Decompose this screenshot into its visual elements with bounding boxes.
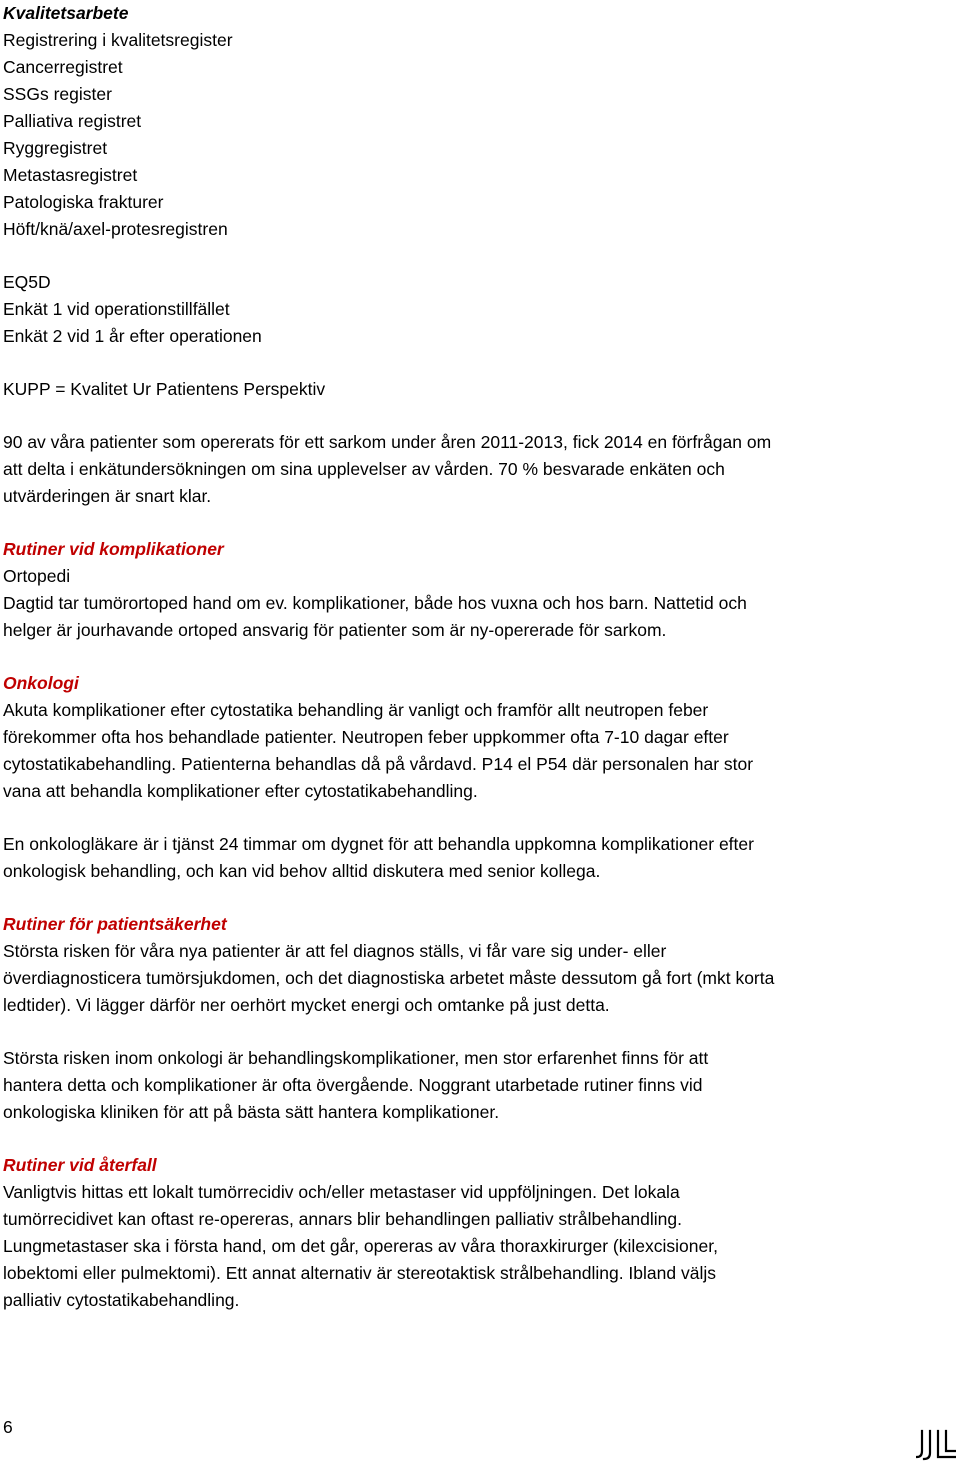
list-item: Palliativa registret xyxy=(3,111,142,131)
paragraph-line: Största risken för våra nya patienter är att fel diagnos ställs, vi får vare sig under- eller xyxy=(3,941,667,961)
section-heading-komplikationer: Rutiner vid komplikationer xyxy=(3,539,224,559)
survey-paragraph xyxy=(3,429,953,510)
paragraph-line: hantera detta och komplikationer är ofta övergående. Noggrant utarbetade rutiner finns vid xyxy=(3,1075,703,1095)
list-item: Cancerregistret xyxy=(3,57,123,77)
document-page xyxy=(3,0,953,1314)
paragraph-line: En onkologläkare är i tjänst 24 timmar om dygnet för att behandla uppkomna komplikationer efter xyxy=(3,834,754,854)
section-heading-kvalitetsarbete: Kvalitetsarbete xyxy=(3,3,129,23)
paragraph-line: Vanligtvis hittas ett lokalt tumörrecidiv och/eller metastaser vid uppföljningen. Det lokala xyxy=(3,1182,680,1202)
section-heading-onkologi: Onkologi xyxy=(3,673,79,693)
eq5d-title: EQ5D xyxy=(3,272,51,292)
paragraph-line: ledtider). Vi lägger därför ner oerhört mycket energi och omtanke på just detta. xyxy=(3,995,610,1015)
list-item: Enkät 2 vid 1 år efter operationen xyxy=(3,326,262,346)
paragraph-line: utvärderingen är snart klar. xyxy=(3,486,212,506)
page-number: 6 xyxy=(3,1417,13,1437)
paragraph-line: 90 av våra patienter som opererats för ett sarkom under åren 2011-2013, fick 2014 en förfrågan om xyxy=(3,432,772,452)
paragraph-line: överdiagnosticera tumörsjukdomen, och det diagnostiska arbetet måste dessutom gå fort (mkt korta xyxy=(3,968,775,988)
list-item: SSGs register xyxy=(3,84,112,104)
jll-logo-icon xyxy=(916,1429,956,1461)
onkologi-paragraph xyxy=(3,697,953,805)
paragraph-line: att delta i enkätundersökningen om sina upplevelser av vården. 70 % besvarade enkäten och xyxy=(3,459,725,479)
list-item: Metastasregistret xyxy=(3,165,138,185)
paragraph-line: helger är jourhavande ortoped ansvarig för patienter som är ny-opererade för sarkom. xyxy=(3,620,667,640)
list-item: Registrering i kvalitetsregister xyxy=(3,30,233,50)
paragraph-line: vana att behandla komplikationer efter cytostatikabehandling. xyxy=(3,781,478,801)
aterfall-paragraph xyxy=(3,1179,953,1314)
paragraph-line: cytostatikabehandling. Patienterna behandlas då på vårdavd. P14 el P54 där personalen har stor xyxy=(3,754,754,774)
patientsakerhet-paragraph-2 xyxy=(3,1045,953,1126)
paragraph-line: onkologiska kliniken för att på bästa sätt hantera komplikationer. xyxy=(3,1102,500,1122)
ortopedi-paragraph xyxy=(3,590,953,644)
paragraph-line: lobektomi eller pulmektomi). Ett annat alternativ är stereotaktisk strålbehandling. Ibland väljs xyxy=(3,1263,716,1283)
list-item: Höft/knä/axel-protesregistren xyxy=(3,219,228,239)
paragraph-line: förekommer ofta hos behandlade patienter. Neutropen feber uppkommer ofta 7-10 dagar efter xyxy=(3,727,729,747)
paragraph-line: palliativ cytostatikabehandling. xyxy=(3,1290,240,1310)
paragraph-line: tumörrecidivet kan oftast re-opereras, annars blir behandlingen palliativ strålbehandling. xyxy=(3,1209,682,1229)
list-item: Ryggregistret xyxy=(3,138,108,158)
onkologi-paragraph-2 xyxy=(3,831,953,885)
paragraph-line: Största risken inom onkologi är behandlingskomplikationer, men stor erfarenhet finns för att xyxy=(3,1048,709,1068)
list-item: Patologiska frakturer xyxy=(3,192,164,212)
kupp-line: KUPP = Kvalitet Ur Patientens Perspektiv xyxy=(3,379,326,399)
section-heading-aterfall: Rutiner vid återfall xyxy=(3,1155,157,1175)
paragraph-line: Akuta komplikationer efter cytostatika behandling är vanligt och framför allt neutropen feber xyxy=(3,700,709,720)
paragraph-line: Lungmetastaser ska i första hand, om det går, opereras av våra thoraxkirurger (kilexcisioner, xyxy=(3,1236,718,1256)
patientsakerhet-paragraph xyxy=(3,938,953,1019)
section-heading-patientsakerhet: Rutiner för patientsäkerhet xyxy=(3,914,227,934)
subheading-ortopedi: Ortopedi xyxy=(3,566,71,586)
list-item: Enkät 1 vid operationstillfället xyxy=(3,299,230,319)
paragraph-line: Dagtid tar tumörortoped hand om ev. komplikationer, både hos vuxna och hos barn. Nattetid och xyxy=(3,593,747,613)
paragraph-line: onkologisk behandling, och kan vid behov alltid diskutera med senior kollega. xyxy=(3,861,601,881)
